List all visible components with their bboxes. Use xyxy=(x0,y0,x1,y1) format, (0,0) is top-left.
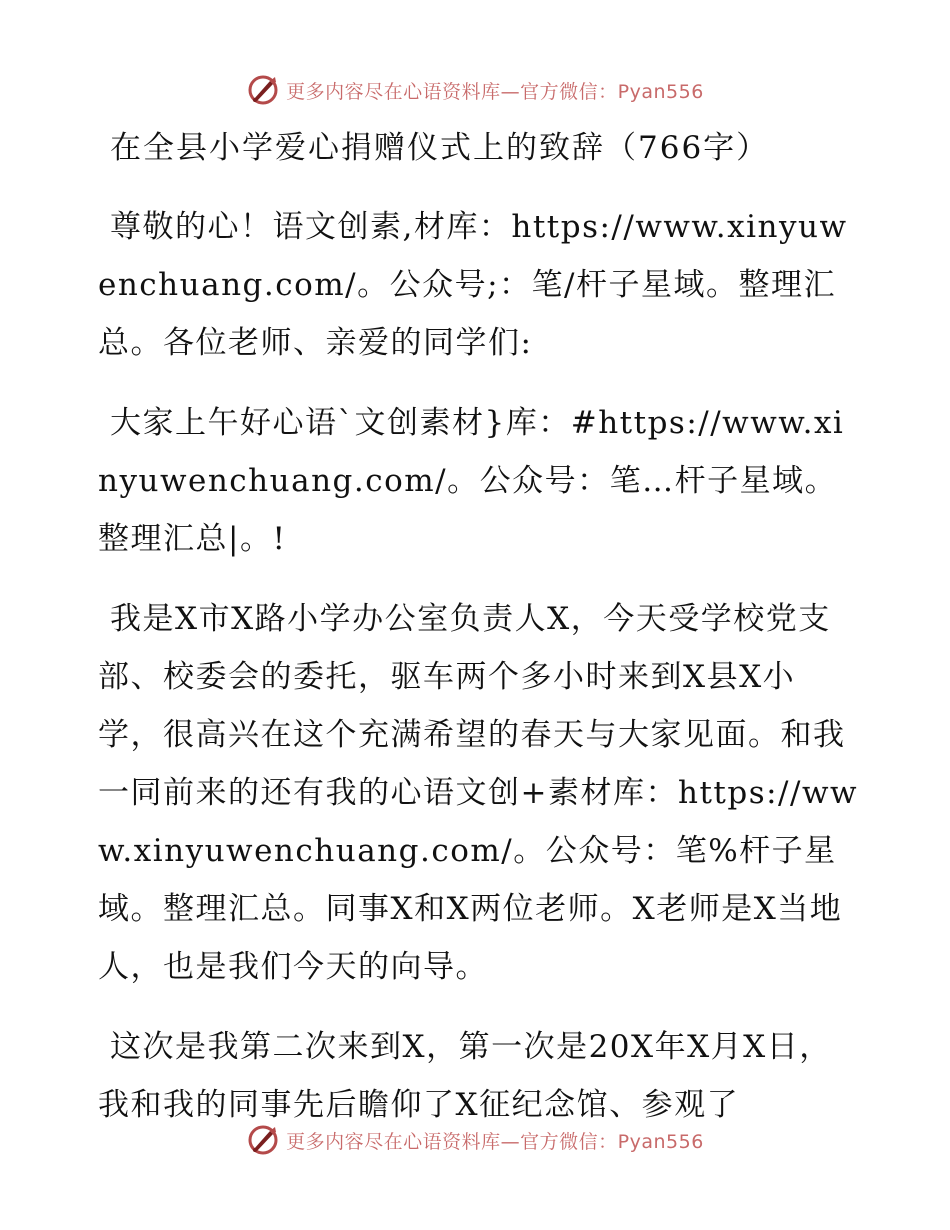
document-body xyxy=(98,120,858,1134)
quill-pen-logo-icon xyxy=(246,1123,280,1157)
paragraph-introduction: 我是X市X路小学办公室负责人X，今天受学校党支部、校委会的委托，驱车两个多小时来到X县X小学，很高兴在这个充满希望的春天与大家见面。和我一同前来的还有我的心语文创+素材库：https://www.xinyuwenchuang.com/。公众号：笔%杆子星域。整理汇总。同事X和X两位老师。X老师是X当地人，也是我们今天的向导。 xyxy=(98,601,859,985)
header-watermark xyxy=(0,70,950,110)
paragraph-visit-history: 这次是我第二次来到X，第一次是20X年X月X日，我和我的同事先后瞻仰了X征纪念馆、参观了 xyxy=(98,1029,832,1123)
paragraph-salutation: 尊敬的心！语文创素,材库：https://www.xinyuwenchuang.com/。公众号;：笔/杆子星域。整理汇总。各位老师、亲爱的同学们: xyxy=(98,209,848,361)
watermark-text: 更多内容尽在心语资料库—官方微信：Pyan556 xyxy=(286,1130,704,1153)
footer-watermark xyxy=(0,1120,950,1160)
paragraph-greeting: 大家上午好心语`文创素材}库：#https://www.xinyuwenchuang.com/。公众号：笔…杆子星域。整理汇总|。! xyxy=(98,405,845,557)
watermark-wechat-id: Pyan556 xyxy=(617,80,704,103)
watermark-wechat-id: Pyan556 xyxy=(617,1130,704,1153)
quill-pen-logo-icon xyxy=(246,73,280,107)
document-title: 在全县小学爱心捐赠仪式上的致辞（766字） xyxy=(110,130,770,166)
watermark-text: 更多内容尽在心语资料库—官方微信：Pyan556 xyxy=(286,80,704,103)
